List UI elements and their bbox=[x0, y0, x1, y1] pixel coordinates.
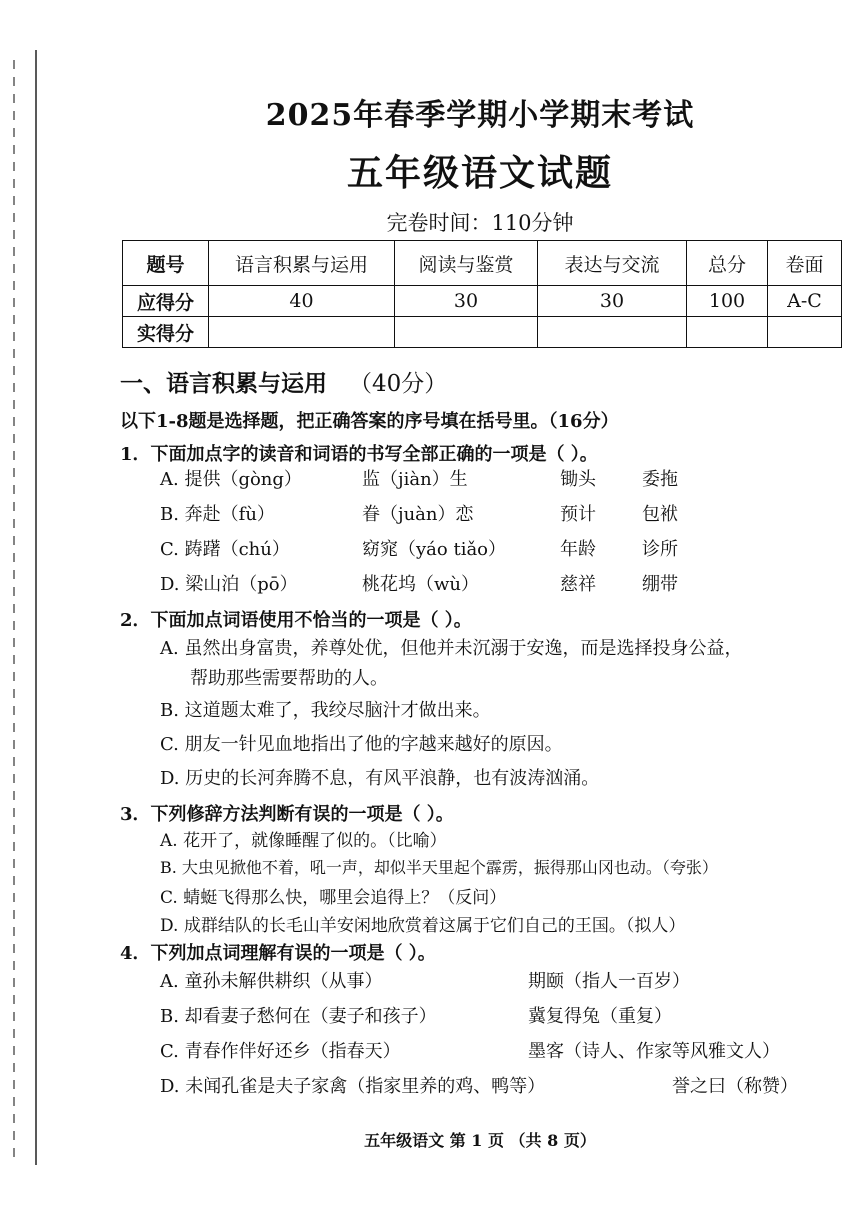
time-limit: 完卷时间：110分钟 bbox=[386, 211, 574, 235]
option-text: B. 奔赴（fù） bbox=[160, 504, 275, 525]
option-text: B. 这道题太难了，我绞尽脑汁才做出来。 bbox=[160, 700, 491, 721]
table-header-cell: 表达与交流 bbox=[538, 241, 687, 286]
section-points: （40分） bbox=[349, 371, 448, 397]
option-text: 锄头 bbox=[560, 469, 596, 490]
option-text: 诊所 bbox=[642, 539, 678, 560]
table-header-cell: 题号 bbox=[123, 241, 209, 286]
option-text: 包袱 bbox=[642, 504, 678, 525]
option-text: 窈窕（yáo tiǎo） bbox=[362, 539, 507, 560]
table-header-cell: 阅读与鉴赏 bbox=[395, 241, 538, 286]
question-stem: 4．下列加点词理解有误的一项是（ ）。 bbox=[120, 943, 436, 964]
option-text: 监（jiàn）生 bbox=[362, 469, 468, 490]
option-text: B. 却看妻子愁何在（妻子和孩子） bbox=[160, 1006, 437, 1027]
option-text: C. 蜻蜓飞得那么快，哪里会追得上？（反问） bbox=[160, 888, 507, 908]
score-table-row bbox=[123, 286, 842, 317]
option-text: C. 青春作伴好还乡（指春天） bbox=[160, 1041, 401, 1062]
table-header-cell: 卷面 bbox=[768, 241, 842, 286]
option-text: D. 历史的长河奔腾不息，有风平浪静，也有波涛汹涌。 bbox=[160, 768, 600, 789]
table-cell bbox=[209, 317, 395, 348]
question-stem: 1．下面加点字的读音和词语的书写全部正确的一项是（ ）。 bbox=[120, 444, 598, 465]
option-text: D. 未闻孔雀是夫子家禽（指家里养的鸡、鸭等） bbox=[160, 1076, 546, 1097]
option-text: 预计 bbox=[560, 504, 596, 525]
option-text: A. 童孙未解供耕织（从事） bbox=[160, 971, 383, 992]
table-cell bbox=[395, 317, 538, 348]
option-text: A. 虽然出身富贵，养尊处优，但他并未沉溺于安逸，而是选择投身公益， bbox=[160, 638, 743, 659]
table-cell: 30 bbox=[538, 286, 687, 317]
question-stem: 3．下列修辞方法判断有误的一项是（ ）。 bbox=[120, 804, 454, 825]
option-text: 委拖 bbox=[642, 469, 678, 490]
section-instruction: 以下1-8题是选择题，把正确答案的序号填在括号里。（16分） bbox=[120, 411, 619, 432]
table-cell: 40 bbox=[209, 286, 395, 317]
option-text: A. 花开了，就像睡醒了似的。（比喻） bbox=[160, 831, 447, 851]
option-text: 绷带 bbox=[642, 574, 678, 595]
table-cell: A-C bbox=[768, 286, 842, 317]
table-header-cell: 总分 bbox=[687, 241, 768, 286]
question-stem: 2．下面加点词语使用不恰当的一项是（ ）。 bbox=[120, 610, 472, 631]
option-text: 誉之曰（称赞） bbox=[672, 1076, 798, 1097]
table-cell bbox=[687, 317, 768, 348]
table-cell: 30 bbox=[395, 286, 538, 317]
option-text: B. 大虫见掀他不着，吼一声，却似半天里起个霹雳，振得那山冈也动。（夸张） bbox=[160, 858, 718, 877]
option-text: C. 朋友一针见血地指出了他的字越来越好的原因。 bbox=[160, 734, 563, 755]
subject-title: 五年级语文试题 bbox=[346, 152, 613, 194]
option-text: D. 成群结队的长毛山羊安闲地欣赏着这属于它们自己的王国。（拟人） bbox=[160, 916, 686, 936]
option-text: C. 踌躇（chú） bbox=[160, 539, 290, 560]
option-text: 慈祥 bbox=[560, 574, 596, 595]
score-table bbox=[122, 240, 842, 348]
option-text: 年龄 bbox=[560, 539, 596, 560]
option-text: 冀复得兔（重复） bbox=[528, 1006, 672, 1027]
table-cell: 100 bbox=[687, 286, 768, 317]
table-header-cell: 语言积累与运用 bbox=[209, 241, 395, 286]
section-heading bbox=[120, 365, 447, 398]
option-text: 帮助那些需要帮助的人。 bbox=[190, 668, 388, 689]
option-text: 期颐（指人一百岁） bbox=[528, 971, 690, 992]
table-cell bbox=[768, 317, 842, 348]
option-text: 桃花坞（wù） bbox=[362, 574, 479, 595]
score-table-row bbox=[123, 317, 842, 348]
page-footer: 五年级语文 第 1 页 （共 8 页） bbox=[364, 1131, 596, 1150]
option-text: D. 梁山泊（pō） bbox=[160, 574, 298, 595]
option-text: 墨客（诗人、作家等风雅文人） bbox=[528, 1041, 780, 1062]
section-title: 一、语言积累与运用 bbox=[120, 370, 327, 397]
table-cell bbox=[538, 317, 687, 348]
score-table-header-row bbox=[123, 241, 842, 286]
table-cell: 实得分 bbox=[123, 317, 209, 348]
exam-title: 2025年春季学期小学期末考试 bbox=[265, 98, 695, 133]
option-text: 眷（juàn）恋 bbox=[362, 504, 474, 525]
table-cell: 应得分 bbox=[123, 286, 209, 317]
option-text: A. 提供（gòng） bbox=[160, 469, 302, 490]
